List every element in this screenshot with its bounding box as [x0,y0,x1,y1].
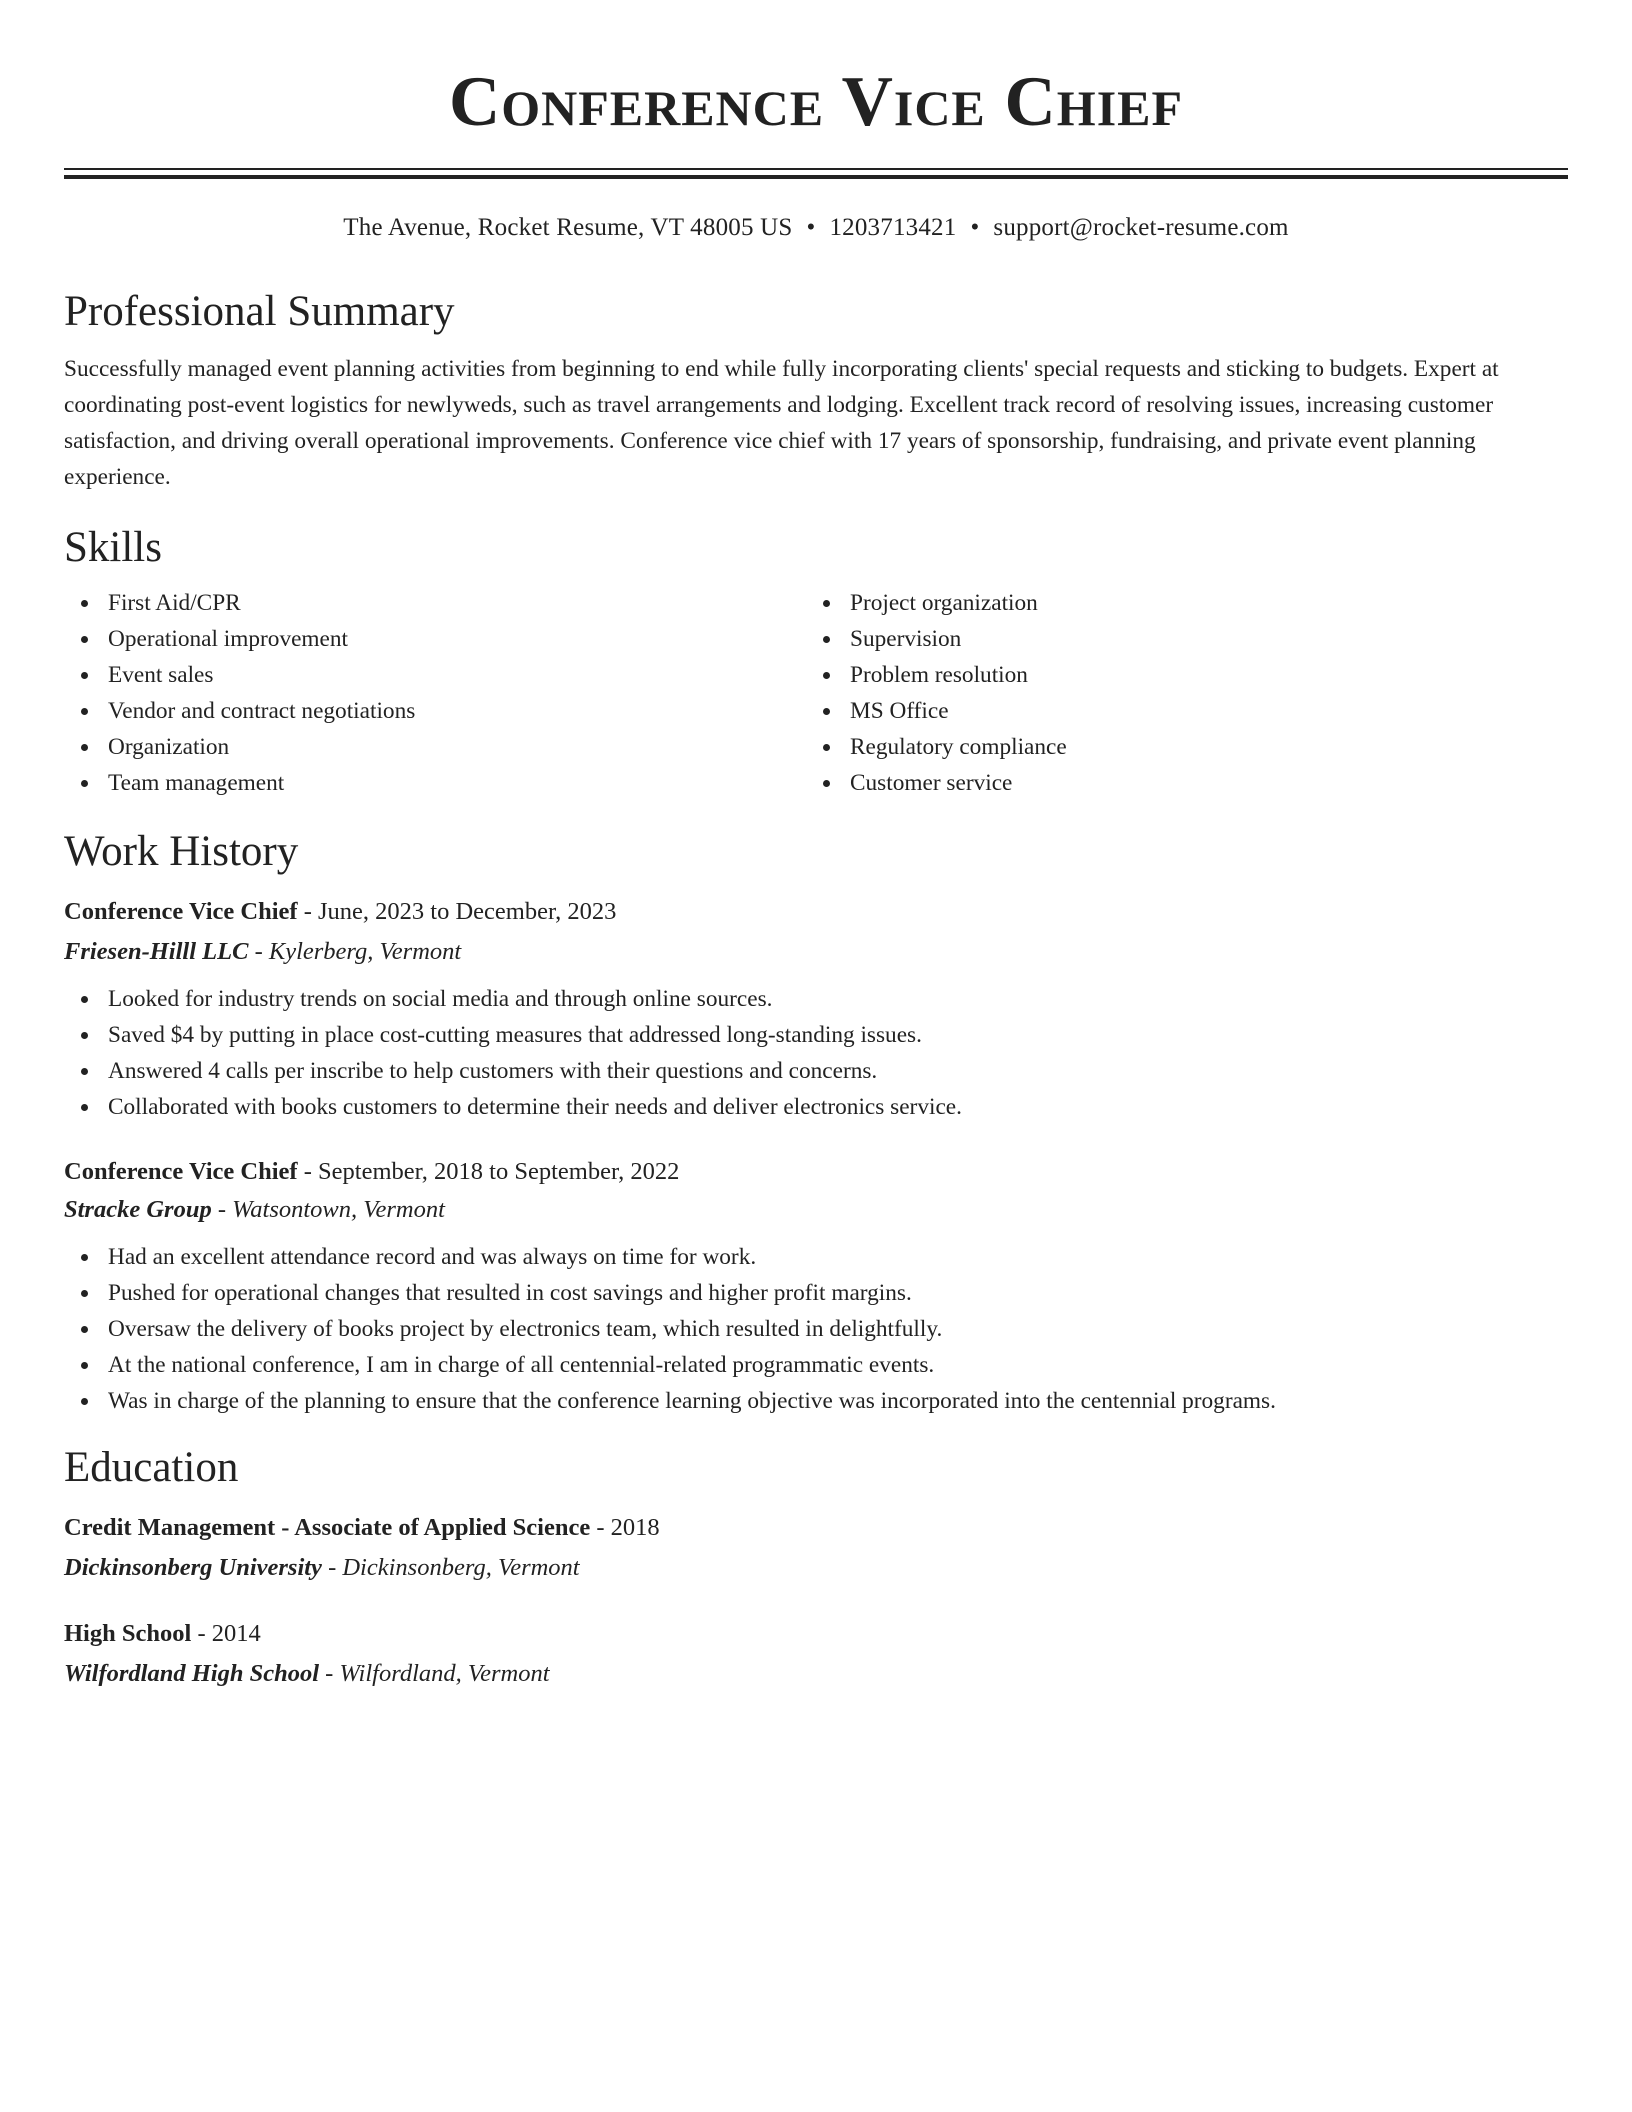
summary-heading: Professional Summary [64,288,455,335]
job-company: Friesen-Hilll LLC [64,938,249,965]
job-title-line: Conference Vice Chief - June, 2023 to December, 2023 [64,898,617,925]
job-bullet: At the national conference, I am in charge of all centennial-related programmatic events. [64,1347,1568,1383]
education-heading: Education [64,1444,239,1491]
skills-heading: Skills [64,524,162,571]
graduation-year: 2014 [211,1620,261,1647]
job-bullet: Was in charge of the planning to ensure that the conference learning objective was incorporated into the centennial programs. [64,1383,1568,1419]
job-bullet: Pushed for operational changes that resulted in cost savings and higher profit margins. [64,1275,1568,1311]
education-entry [64,1511,1568,1585]
job-bullet: Oversaw the delivery of books project by electronics team, which resulted in delightfully. [64,1311,1568,1347]
skill-item: Operational improvement [64,621,806,657]
contact-phone: 1203713421 [829,214,957,241]
job-bullet: Answered 4 calls per inscribe to help customers with their questions and concerns. [64,1053,1568,1089]
skill-item: First Aid/CPR [64,585,806,621]
degree: Credit Management - Associate of Applied Science [64,1514,591,1541]
contact-email: support@rocket-resume.com [993,214,1289,241]
skills-list [64,585,1568,801]
job-location: Watsontown, Vermont [232,1196,445,1223]
job-bullet: Had an excellent attendance record and was always on time for work. [64,1239,1568,1275]
skill-item: Supervision [806,621,1548,657]
job-bullet: Looked for industry trends on social media and through online sources. [64,981,1568,1017]
resume-page [64,0,1568,1691]
job-entry [64,895,1568,1125]
skill-item: MS Office [806,693,1548,729]
graduation-year: 2018 [610,1514,660,1541]
contact-address: The Avenue, Rocket Resume, VT 48005 US [343,214,793,241]
job-bullets [64,981,1568,1125]
job-entry [64,1155,1568,1419]
skills-column-right [806,585,1548,801]
summary-text: Successfully managed event planning activities from beginning to end while fully incorporating clients' special requests and sticking to budgets. Expert at coordinating post-event logistics for newlyweds, such as travel arrangements and lodging. Excellent track record of resolving issues, increasing customer satisfaction, and driving overall operational improvements. Conference vice chief with 17 years of sponsorship, fundraising, and private event planning experience. [64,356,1499,490]
job-location: Kylerberg, Vermont [268,938,462,965]
degree-line: High School - 2014 [64,1620,261,1647]
skill-item: Regulatory compliance [806,729,1548,765]
school-name: Wilfordland High School [64,1660,320,1687]
job-title: Conference Vice Chief [64,898,298,925]
job-company-line: Friesen-Hilll LLC - Kylerberg, Vermont [64,938,462,965]
header-rule-thick [64,175,1568,179]
contact-separator: • [970,214,980,241]
skill-item: Problem resolution [806,657,1548,693]
skill-item: Event sales [64,657,806,693]
job-company-line: Stracke Group - Watsontown, Vermont [64,1196,445,1223]
degree-line: Credit Management - Associate of Applied Science - 2018 [64,1514,660,1541]
contact-line [64,213,1568,243]
school-location: Wilfordland, Vermont [339,1660,550,1687]
school-location: Dickinsonberg, Vermont [342,1554,580,1581]
skill-item: Customer service [806,765,1548,801]
header-rule-thin [64,168,1568,170]
education-entry [64,1617,1568,1691]
skill-item: Project organization [806,585,1548,621]
degree: High School [64,1620,192,1647]
skill-item: Organization [64,729,806,765]
contact-separator: • [806,214,816,241]
school-line: Wilfordland High School - Wilfordland, Vermont [64,1660,550,1687]
job-bullet: Collaborated with books customers to determine their needs and deliver electronics service. [64,1089,1568,1125]
work-history-heading: Work History [64,828,299,875]
job-bullet: Saved $4 by putting in place cost-cutting measures that addressed long-standing issues. [64,1017,1568,1053]
job-bullets [64,1239,1568,1419]
job-title-line: Conference Vice Chief - September, 2018 to September, 2022 [64,1158,680,1185]
candidate-name: Conference Vice Chief [448,63,1184,141]
skill-item: Vendor and contract negotiations [64,693,806,729]
job-title: Conference Vice Chief [64,1158,298,1185]
skill-item: Team management [64,765,806,801]
job-dates: June, 2023 to December, 2023 [318,898,617,925]
job-dates: September, 2018 to September, 2022 [318,1158,680,1185]
job-company: Stracke Group [64,1196,212,1223]
school-line: Dickinsonberg University - Dickinsonberg, Vermont [64,1554,580,1581]
skills-column-left [64,585,806,801]
school-name: Dickinsonberg University [64,1554,322,1581]
